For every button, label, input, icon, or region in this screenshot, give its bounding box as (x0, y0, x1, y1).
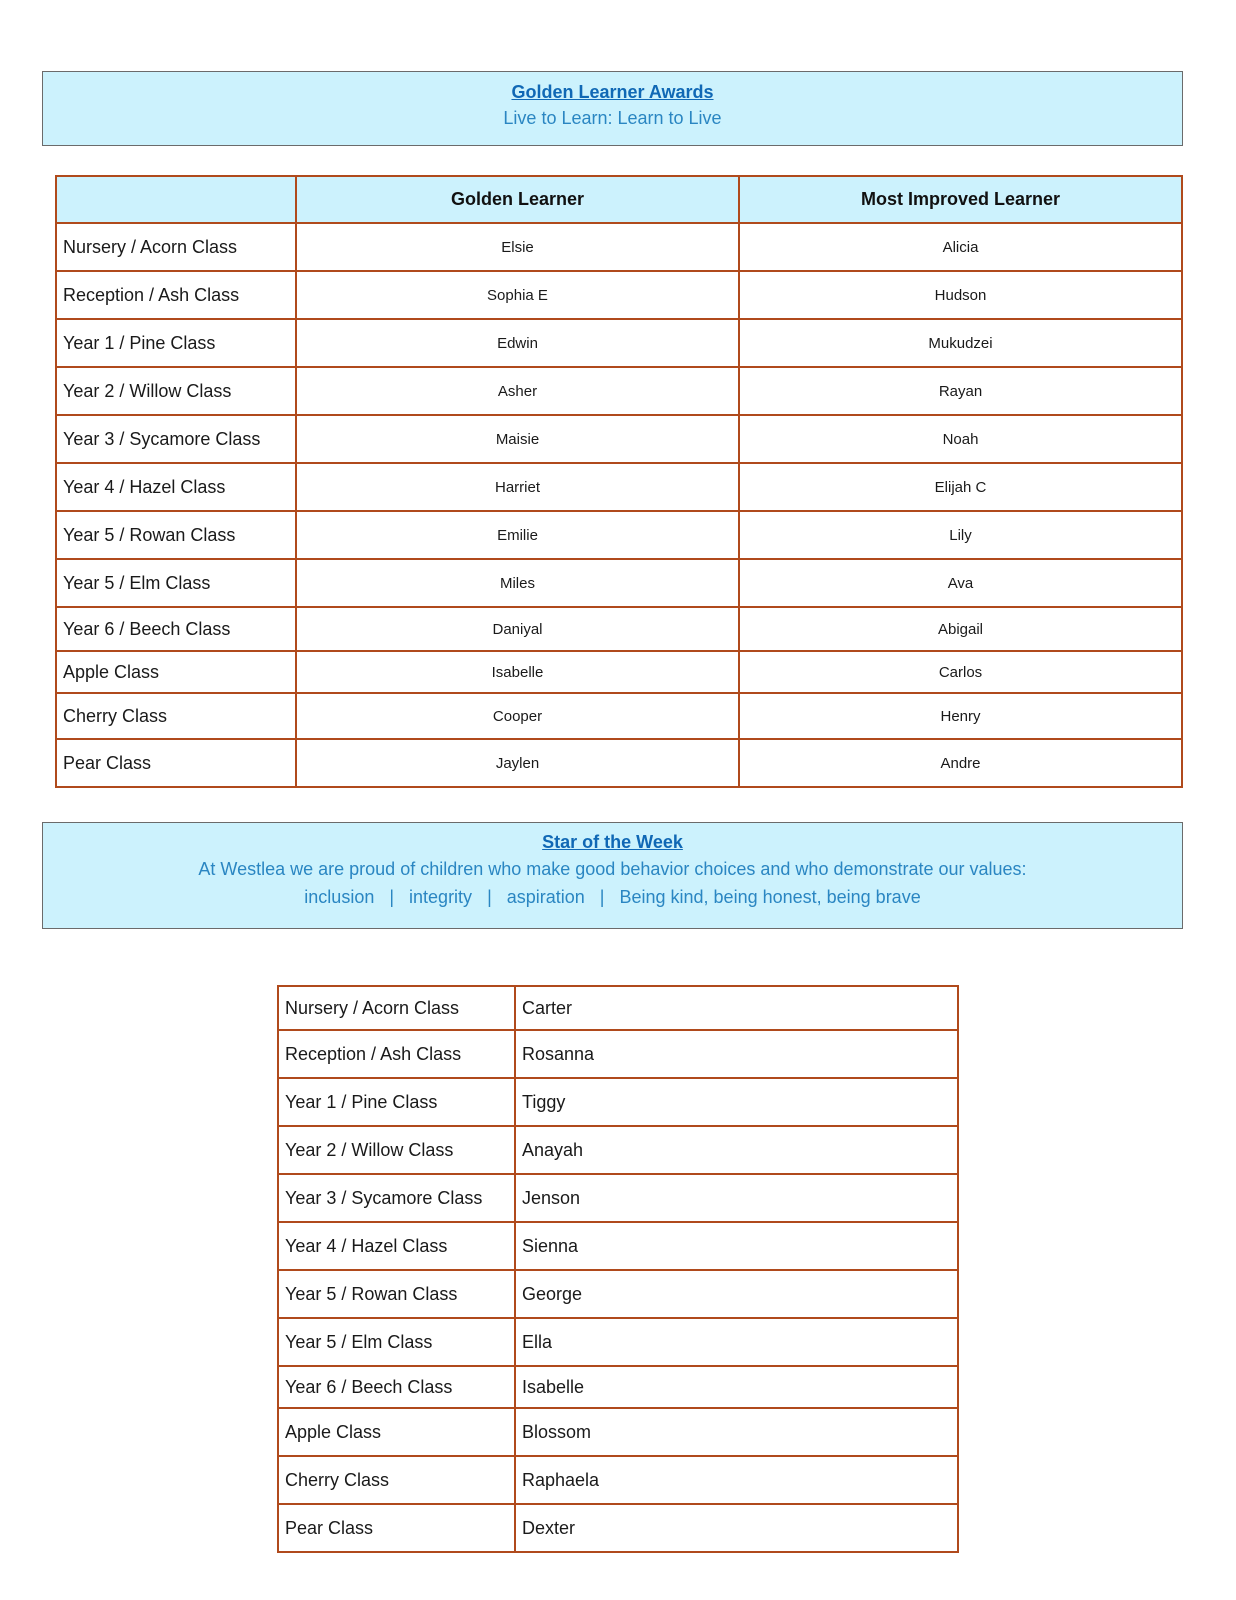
value-separator: | (487, 887, 492, 907)
star-class-cell: Year 2 / Willow Class (278, 1126, 515, 1174)
most-improved-cell: Noah (739, 415, 1182, 463)
star-row (278, 1222, 958, 1270)
awards-header-class (56, 176, 296, 223)
star-row (278, 1078, 958, 1126)
star-name-cell: Anayah (515, 1126, 958, 1174)
awards-row (56, 651, 1182, 693)
star-name-cell: Jenson (515, 1174, 958, 1222)
star-description: At Westlea we are proud of children who make good behavior choices and who demonstrate our values: (198, 859, 1027, 879)
awards-class-cell: Year 4 / Hazel Class (56, 463, 296, 511)
values-line (43, 883, 1182, 911)
star-name-cell: Rosanna (515, 1030, 958, 1078)
star-class-cell: Year 5 / Elm Class (278, 1318, 515, 1366)
star-row (278, 986, 958, 1030)
most-improved-cell: Alicia (739, 223, 1182, 271)
value-separator: | (389, 887, 395, 907)
star-banner (42, 822, 1183, 929)
awards-row (56, 319, 1182, 367)
awards-row (56, 693, 1182, 739)
golden-learner-cell: Edwin (296, 319, 739, 367)
most-improved-cell: Henry (739, 693, 1182, 739)
golden-learner-cell: Asher (296, 367, 739, 415)
awards-row (56, 511, 1182, 559)
star-row (278, 1270, 958, 1318)
most-improved-cell: Elijah C (739, 463, 1182, 511)
golden-learner-cell: Jaylen (296, 739, 739, 787)
star-row (278, 1318, 958, 1366)
star-row (278, 1174, 958, 1222)
golden-learner-cell: Emilie (296, 511, 739, 559)
awards-banner (42, 71, 1183, 146)
star-name-cell: Tiggy (515, 1078, 958, 1126)
golden-learner-cell: Cooper (296, 693, 739, 739)
awards-class-cell: Year 5 / Elm Class (56, 559, 296, 607)
star-name-cell: George (515, 1270, 958, 1318)
star-class-cell: Nursery / Acorn Class (278, 986, 515, 1030)
star-name-cell: Blossom (515, 1408, 958, 1456)
awards-row (56, 739, 1182, 787)
most-improved-cell: Lily (739, 511, 1182, 559)
awards-subtitle: Live to Learn: Learn to Live (503, 108, 722, 128)
star-class-cell: Year 4 / Hazel Class (278, 1222, 515, 1270)
star-class-cell: Year 5 / Rowan Class (278, 1270, 515, 1318)
golden-learner-cell: Isabelle (296, 651, 739, 693)
golden-learner-cell: Miles (296, 559, 739, 607)
awards-row (56, 271, 1182, 319)
awards-class-cell: Year 3 / Sycamore Class (56, 415, 296, 463)
awards-header-improved: Most Improved Learner (739, 176, 1182, 223)
most-improved-cell: Abigail (739, 607, 1182, 651)
awards-row (56, 463, 1182, 511)
star-title: Star of the Week (542, 832, 683, 852)
star-row (278, 1456, 958, 1504)
star-class-cell: Pear Class (278, 1504, 515, 1552)
star-row (278, 1126, 958, 1174)
awards-class-cell: Apple Class (56, 651, 296, 693)
value-inclusion: inclusion (304, 887, 375, 907)
golden-learner-cell: Harriet (296, 463, 739, 511)
awards-class-cell: Year 5 / Rowan Class (56, 511, 296, 559)
most-improved-cell: Carlos (739, 651, 1182, 693)
golden-learner-cell: Sophia E (296, 271, 739, 319)
awards-row (56, 559, 1182, 607)
star-row (278, 1408, 958, 1456)
awards-class-cell: Year 6 / Beech Class (56, 607, 296, 651)
awards-row (56, 367, 1182, 415)
star-class-cell: Year 1 / Pine Class (278, 1078, 515, 1126)
awards-class-cell: Year 2 / Willow Class (56, 367, 296, 415)
star-name-cell: Sienna (515, 1222, 958, 1270)
most-improved-cell: Rayan (739, 367, 1182, 415)
star-class-cell: Cherry Class (278, 1456, 515, 1504)
awards-class-cell: Nursery / Acorn Class (56, 223, 296, 271)
star-class-cell: Year 6 / Beech Class (278, 1366, 515, 1408)
most-improved-cell: Andre (739, 739, 1182, 787)
awards-table (55, 175, 1183, 788)
awards-class-cell: Cherry Class (56, 693, 296, 739)
star-table (277, 985, 959, 1553)
value-separator: | (599, 887, 605, 907)
awards-class-cell: Pear Class (56, 739, 296, 787)
star-row (278, 1366, 958, 1408)
golden-learner-cell: Maisie (296, 415, 739, 463)
value-aspiration: aspiration (506, 887, 585, 907)
star-name-cell: Ella (515, 1318, 958, 1366)
awards-row (56, 223, 1182, 271)
awards-class-cell: Year 1 / Pine Class (56, 319, 296, 367)
awards-header-golden: Golden Learner (296, 176, 739, 223)
most-improved-cell: Ava (739, 559, 1182, 607)
star-name-cell: Isabelle (515, 1366, 958, 1408)
awards-class-cell: Reception / Ash Class (56, 271, 296, 319)
awards-title: Golden Learner Awards (511, 82, 714, 102)
awards-header-row (56, 176, 1182, 223)
star-class-cell: Reception / Ash Class (278, 1030, 515, 1078)
value-being-kind: Being kind, being honest, being brave (619, 887, 921, 907)
star-row (278, 1504, 958, 1552)
awards-row (56, 607, 1182, 651)
star-name-cell: Dexter (515, 1504, 958, 1552)
star-name-cell: Carter (515, 986, 958, 1030)
most-improved-cell: Mukudzei (739, 319, 1182, 367)
value-integrity: integrity (409, 887, 473, 907)
awards-row (56, 415, 1182, 463)
most-improved-cell: Hudson (739, 271, 1182, 319)
star-row (278, 1030, 958, 1078)
golden-learner-cell: Elsie (296, 223, 739, 271)
star-class-cell: Year 3 / Sycamore Class (278, 1174, 515, 1222)
star-class-cell: Apple Class (278, 1408, 515, 1456)
golden-learner-cell: Daniyal (296, 607, 739, 651)
star-name-cell: Raphaela (515, 1456, 958, 1504)
